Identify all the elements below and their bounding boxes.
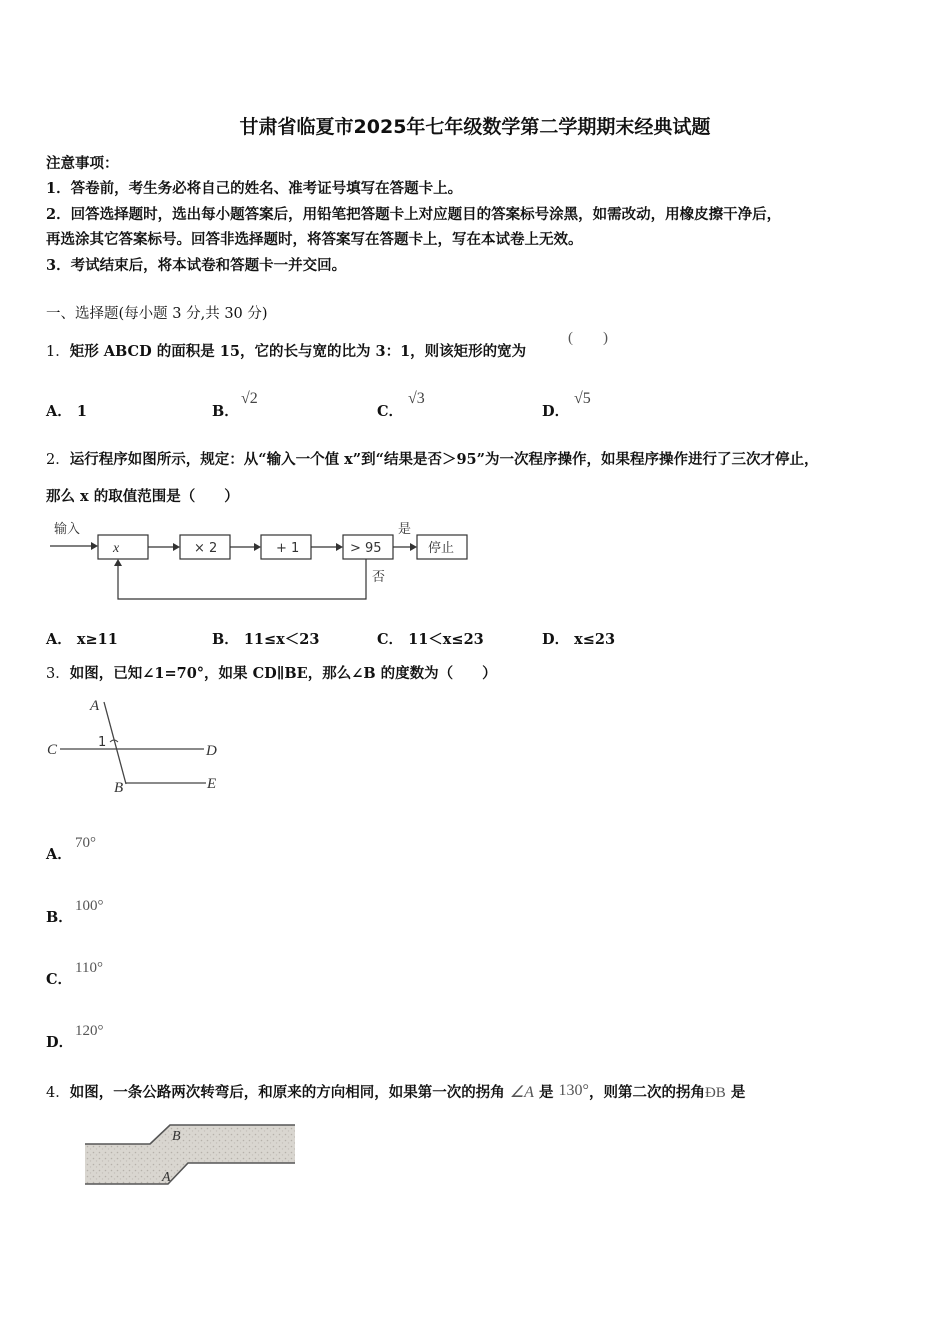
question-3 bbox=[46, 662, 497, 683]
parallel-lines-figure bbox=[46, 692, 236, 802]
flowchart-figure bbox=[46, 515, 476, 607]
option-d[interactable] bbox=[542, 628, 615, 649]
question-2 bbox=[46, 448, 818, 469]
option-a[interactable] bbox=[46, 843, 72, 864]
label-c: C bbox=[47, 742, 58, 758]
label-angle-1: 1 bbox=[98, 735, 107, 750]
question-text: 如图，已知∠1=70°，如果 CD∥BE，那么∠B 的度数为（ ） bbox=[69, 665, 497, 682]
flow-box-x bbox=[98, 535, 148, 559]
transversal-line bbox=[104, 702, 126, 784]
label-e: E bbox=[207, 776, 217, 792]
notice-item: 2．回答选择题时，选出每小题答案后，用铅笔把答题卡上对应题目的答案标号涂黑，如需改动，用橡皮擦干净后， bbox=[46, 206, 782, 223]
option-b[interactable] bbox=[212, 628, 319, 649]
option-c-value: 110° bbox=[75, 960, 103, 976]
flow-box-stop-text: 停止 bbox=[428, 541, 455, 556]
option-d[interactable] bbox=[46, 1031, 73, 1052]
option-c-value: √3 bbox=[408, 390, 425, 407]
option-label: B． bbox=[46, 909, 73, 926]
arrow-head bbox=[114, 559, 122, 566]
option-c[interactable] bbox=[377, 400, 403, 421]
option-b[interactable] bbox=[212, 400, 239, 421]
arrow-head bbox=[173, 543, 180, 551]
label-a: A bbox=[90, 698, 100, 714]
question-2-line2: 那么 x 的取值范围是（ ） bbox=[46, 488, 239, 505]
option-b-value: 100° bbox=[75, 898, 104, 914]
label-b: B bbox=[172, 1129, 181, 1144]
option-c[interactable] bbox=[46, 968, 72, 989]
notice-item: 3．考试结束后，将本试卷和答题卡一并交回。 bbox=[46, 257, 347, 274]
arrow-head bbox=[336, 543, 343, 551]
flow-input-label: 输入 bbox=[54, 522, 81, 537]
question-text: 如图，一条公路两次转弯后，和原来的方向相同，如果第一次的拐角 bbox=[69, 1084, 505, 1101]
flow-yes-label: 是 bbox=[398, 522, 412, 537]
notice-item: 1．答卷前，考生务必将自己的姓名、准考证号填写在答题卡上。 bbox=[46, 180, 463, 197]
option-a[interactable] bbox=[46, 628, 118, 649]
flow-loop-line bbox=[118, 559, 366, 599]
question-text: 是 bbox=[730, 1084, 746, 1101]
option-d-value: √5 bbox=[574, 390, 591, 407]
option-label: A． bbox=[46, 631, 72, 648]
option-a-value: 70° bbox=[75, 835, 96, 851]
question-text: 矩形 ABCD 的面积是 15，它的长与宽的比为 3：1，则该矩形的宽为 bbox=[69, 343, 527, 360]
flow-box-x-text: x bbox=[113, 541, 120, 556]
label-d: D bbox=[206, 743, 217, 759]
option-label: D． bbox=[542, 631, 570, 648]
option-label: B． bbox=[212, 403, 239, 420]
option-c[interactable] bbox=[377, 628, 484, 649]
angle-value: 130° bbox=[558, 1082, 589, 1099]
angle-b-symbol: ÐB bbox=[704, 1085, 726, 1101]
question-4 bbox=[46, 1081, 745, 1102]
question-text: 是 bbox=[538, 1084, 554, 1101]
option-label: D． bbox=[542, 403, 570, 420]
question-number: 3． bbox=[46, 666, 70, 682]
option-a[interactable] bbox=[46, 400, 87, 421]
section-heading: 一、选择题(每小题 3 分,共 30 分) bbox=[46, 306, 268, 322]
option-label: A． bbox=[46, 403, 72, 420]
page-title: 甘肃省临夏市2025年七年级数学第二学期期末经典试题 bbox=[239, 116, 711, 138]
option-value: x≤23 bbox=[574, 631, 616, 648]
option-d-value: 120° bbox=[75, 1023, 104, 1039]
question-number: 2． bbox=[46, 452, 70, 468]
option-label: A． bbox=[46, 846, 72, 863]
road-figure bbox=[80, 1115, 305, 1195]
option-value: 11＜x≤23 bbox=[408, 631, 484, 648]
option-value: 1 bbox=[76, 403, 87, 420]
arrow-head bbox=[410, 543, 417, 551]
arrow-head bbox=[91, 542, 98, 550]
answer-paren: ( ) bbox=[568, 330, 608, 346]
option-label: D． bbox=[46, 1034, 74, 1051]
road-surface bbox=[85, 1125, 295, 1184]
option-d[interactable] bbox=[542, 400, 569, 421]
flow-box-compare-text: > 95 bbox=[350, 541, 382, 556]
notice-heading: 注意事项： bbox=[46, 155, 119, 172]
question-text: ，则第二次的拐角 bbox=[588, 1084, 705, 1101]
flow-box-times2-text: × 2 bbox=[194, 541, 218, 556]
option-b[interactable] bbox=[46, 906, 73, 927]
option-label: C． bbox=[46, 971, 73, 988]
flow-box-plus1-text: + 1 bbox=[276, 541, 300, 556]
option-value: 11≤x＜23 bbox=[243, 631, 320, 648]
option-b-value: √2 bbox=[241, 390, 258, 407]
arrow-head bbox=[254, 543, 261, 551]
option-label: B． bbox=[212, 631, 239, 648]
question-text: 运行程序如图所示，规定：从“输入一个值 x”到“结果是否＞95”为一次程序操作，如果程序操作进行了三次才停止， bbox=[69, 451, 819, 468]
label-a: A bbox=[162, 1170, 171, 1185]
option-label: C． bbox=[377, 631, 404, 648]
option-value: x≥11 bbox=[76, 631, 118, 648]
flow-no-label: 否 bbox=[372, 570, 386, 585]
question-number: 4． bbox=[46, 1085, 70, 1101]
angle-a-symbol: ∠A bbox=[509, 1084, 534, 1101]
question-number: 1． bbox=[46, 344, 70, 360]
label-b: B bbox=[114, 780, 124, 796]
option-label: C． bbox=[377, 403, 404, 420]
question-1 bbox=[46, 340, 526, 361]
notice-item: 再选涂其它答案标号。回答非选择题时，将答案写在答题卡上，写在本试卷上无效。 bbox=[46, 231, 583, 248]
